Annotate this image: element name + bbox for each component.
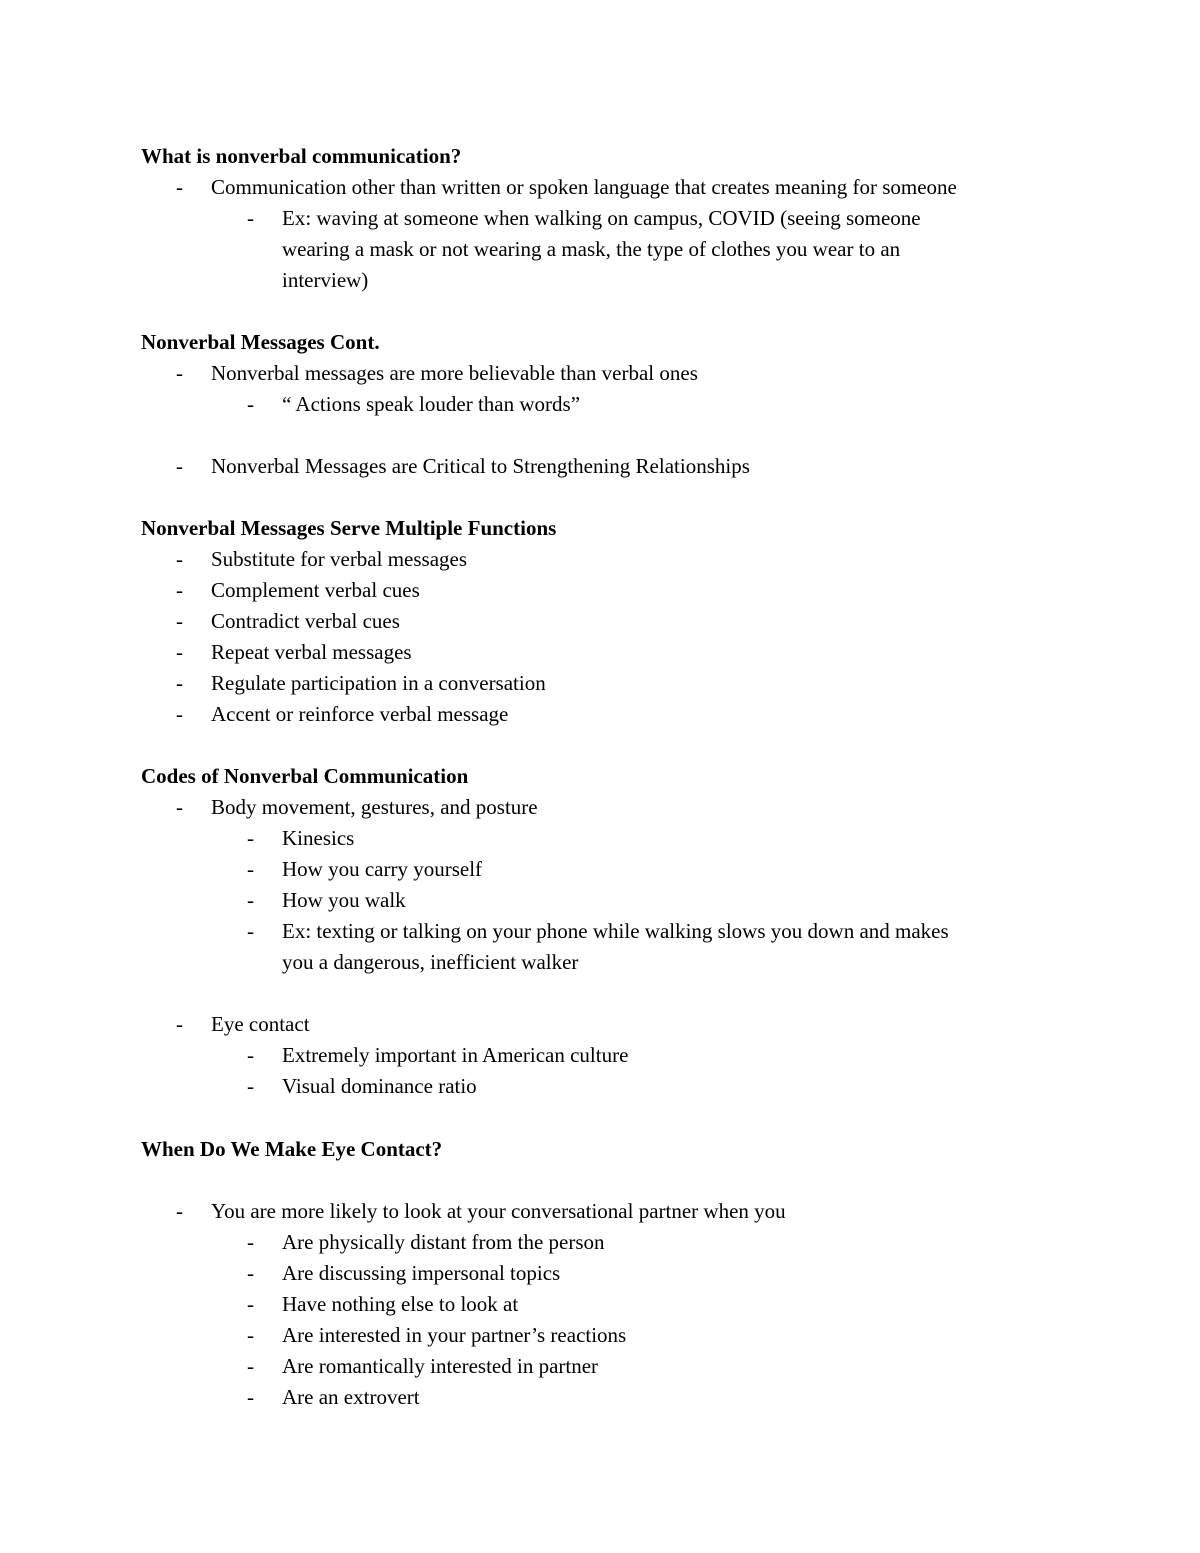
sub-list-item-continued: interview): [282, 268, 369, 292]
bullet-dash: -: [176, 640, 183, 664]
sub-list-item: Are an extrovert: [282, 1385, 420, 1409]
sub-bullet-dash: -: [247, 1385, 254, 1409]
bullet-dash: -: [176, 175, 183, 199]
sub-list-item: Are physically distant from the person: [282, 1230, 605, 1254]
sub-list-item-continued: you a dangerous, inefficient walker: [282, 950, 579, 974]
sub-bullet-dash: -: [247, 1323, 254, 1347]
section-heading: What is nonverbal communication?: [141, 144, 462, 168]
list-item: Repeat verbal messages: [211, 640, 412, 664]
sub-list-item: How you carry yourself: [282, 857, 483, 881]
bullet-dash: -: [176, 578, 183, 602]
bullet-dash: -: [176, 454, 183, 478]
sub-bullet-dash: -: [247, 1043, 254, 1067]
list-item: You are more likely to look at your conversational partner when you: [211, 1199, 786, 1223]
bullet-dash: -: [176, 702, 183, 726]
bullet-dash: -: [176, 671, 183, 695]
sub-list-item: Are romantically interested in partner: [282, 1354, 599, 1378]
list-item: Communication other than written or spoken language that creates meaning for someone: [211, 175, 957, 199]
sub-list-item: Are discussing impersonal topics: [282, 1261, 561, 1285]
list-item: Regulate participation in a conversation: [211, 671, 546, 695]
bullet-dash: -: [176, 547, 183, 571]
sub-bullet-dash: -: [247, 888, 254, 912]
list-item: Accent or reinforce verbal message: [211, 702, 509, 726]
sub-bullet-dash: -: [247, 919, 254, 943]
sub-bullet-dash: -: [247, 1354, 254, 1378]
list-item: Nonverbal messages are more believable than verbal ones: [211, 361, 698, 385]
section-heading: Codes of Nonverbal Communication: [141, 764, 469, 788]
sub-bullet-dash: -: [247, 392, 254, 416]
section-heading: Nonverbal Messages Cont.: [141, 330, 380, 354]
bullet-dash: -: [176, 361, 183, 385]
list-item: Eye contact: [211, 1012, 310, 1036]
sub-list-item: Ex: waving at someone when walking on campus, COVID (seeing someone: [282, 206, 921, 230]
sub-bullet-dash: -: [247, 857, 254, 881]
sub-list-item: “ Actions speak louder than words”: [282, 392, 581, 416]
bullet-dash: -: [176, 1012, 183, 1036]
sub-bullet-dash: -: [247, 1230, 254, 1254]
sub-list-item: Have nothing else to look at: [282, 1292, 519, 1316]
section-heading: When Do We Make Eye Contact?: [141, 1137, 443, 1161]
sub-list-item: Are interested in your partner’s reactions: [282, 1323, 627, 1347]
sub-bullet-dash: -: [247, 1261, 254, 1285]
sub-bullet-dash: -: [247, 1292, 254, 1316]
list-item: Complement verbal cues: [211, 578, 420, 602]
bullet-dash: -: [176, 1199, 183, 1223]
list-item: Contradict verbal cues: [211, 609, 400, 633]
bullet-dash: -: [176, 609, 183, 633]
sub-list-item-continued: wearing a mask or not wearing a mask, the type of clothes you wear to an: [282, 237, 901, 261]
list-item: Substitute for verbal messages: [211, 547, 468, 571]
bullet-dash: -: [176, 795, 183, 819]
sub-list-item: Ex: texting or talking on your phone while walking slows you down and makes: [282, 919, 949, 943]
list-item: Body movement, gestures, and posture: [211, 795, 538, 819]
sub-bullet-dash: -: [247, 826, 254, 850]
sub-list-item: Kinesics: [282, 826, 355, 850]
sub-list-item: Visual dominance ratio: [282, 1074, 477, 1098]
sub-bullet-dash: -: [247, 1074, 254, 1098]
sub-bullet-dash: -: [247, 206, 254, 230]
section-heading: Nonverbal Messages Serve Multiple Functions: [141, 516, 557, 540]
sub-list-item: Extremely important in American culture: [282, 1043, 629, 1067]
sub-list-item: How you walk: [282, 888, 406, 912]
list-item: Nonverbal Messages are Critical to Strengthening Relationships: [211, 454, 750, 478]
